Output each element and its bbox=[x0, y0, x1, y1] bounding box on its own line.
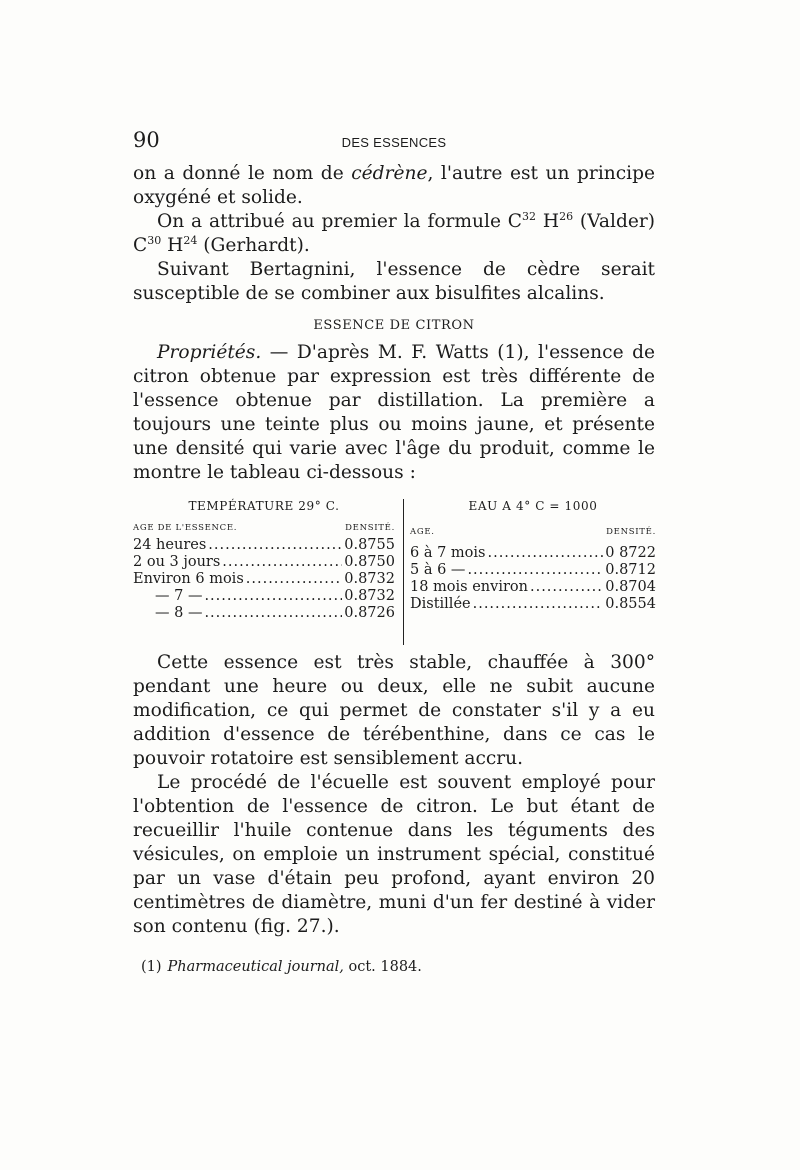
section-title: ESSENCE DE CITRON bbox=[313, 318, 475, 333]
paragraph-bertagnini: Suivant Bertagnini, l'essence de cèdre serait susceptible de se combiner aux bisulfites alcalins. bbox=[133, 259, 655, 304]
footnote-journal: Pharmaceutical journal, bbox=[167, 959, 344, 975]
table-row: Environ 6 mois ..... 0.8732 bbox=[133, 571, 395, 588]
col-age-header: AGE. bbox=[410, 527, 435, 537]
footnote-number: (1) bbox=[141, 959, 162, 975]
table-row: Distillée ..... 0.8554 bbox=[410, 596, 656, 613]
table-right bbox=[404, 499, 656, 645]
footnote-date: oct. 1884. bbox=[343, 959, 422, 975]
paragraph-formula: On a attribué au premier la formule $C^{32}$ $H^{26}$ (Valder) $C^{30}$ $H^{24}$ (Gerhardt). bbox=[133, 209, 655, 256]
density-tables bbox=[133, 499, 655, 645]
running-title: DES ESSENCES bbox=[341, 135, 447, 150]
table-right-headers bbox=[410, 527, 656, 541]
col-density-header: DENSITÉ. bbox=[606, 527, 656, 537]
col-age-header: AGE DE L'ESSENCE. bbox=[133, 523, 238, 533]
table-row: 18 mois environ ..... 0.8704 bbox=[410, 579, 656, 596]
footnote bbox=[133, 959, 655, 975]
table-row: — 8 — ..... 0.8726 bbox=[133, 605, 395, 622]
page-header bbox=[133, 128, 655, 162]
table-left-caption: TEMPÉRATURE 29° C. bbox=[188, 499, 340, 513]
table-row: — 7 — ..... 0.8732 bbox=[133, 588, 395, 605]
table-row: 5 à 6 — ..... 0.8712 bbox=[410, 562, 656, 579]
col-density-header: DENSITÉ. bbox=[345, 523, 395, 533]
table-row: 24 heures ..... 0.8755 bbox=[133, 537, 395, 554]
table-row: 6 à 7 mois ..... 0 8722 bbox=[410, 545, 656, 562]
paragraph-stability: Cette essence est très stable, chauffée à 300° pendant une heure ou deux, elle ne subit aucune modification, ce qui permet de constater s'il y a eu addition d'essence de térébenthine, dans ce cas le pouvoir rotatoire est sensiblement accru. bbox=[133, 652, 655, 769]
table-left bbox=[133, 499, 404, 645]
paragraph-ecuelle: Le procédé de l'écuelle est souvent employé pour l'obtention de l'essence de citron. Le but étant de recueillir l'huile contenue dans les téguments des vésicules, on emploie un instrument spécial, constitué par un vase d'étain peu profond, ayant environ 20 centimètres de diamètre, muni d'un fer destiné à vider son contenu (fig. 27.). bbox=[133, 772, 655, 937]
table-row: 2 ou 3 jours ..... 0.8750 bbox=[133, 554, 395, 571]
page-number: 90 bbox=[133, 128, 160, 152]
book-page bbox=[133, 128, 655, 975]
table-right-caption: EAU A 4° C = 1000 bbox=[468, 499, 598, 513]
paragraph-cedrene: on a donné le nom de cédrène, l'autre est un principe oxygéné et solide. bbox=[133, 163, 656, 208]
paragraph-proprietes: Propriétés. — D'après M. F. Watts (1), l'essence de citron obtenue par expression est très différente de l'essence obtenue par distillation. La première a toujours une teinte plus ou moins jaune, et présente une densité qui varie avec l'âge du produit, comme le montre le tableau ci-dessous : bbox=[133, 342, 655, 483]
table-left-headers bbox=[133, 523, 395, 537]
